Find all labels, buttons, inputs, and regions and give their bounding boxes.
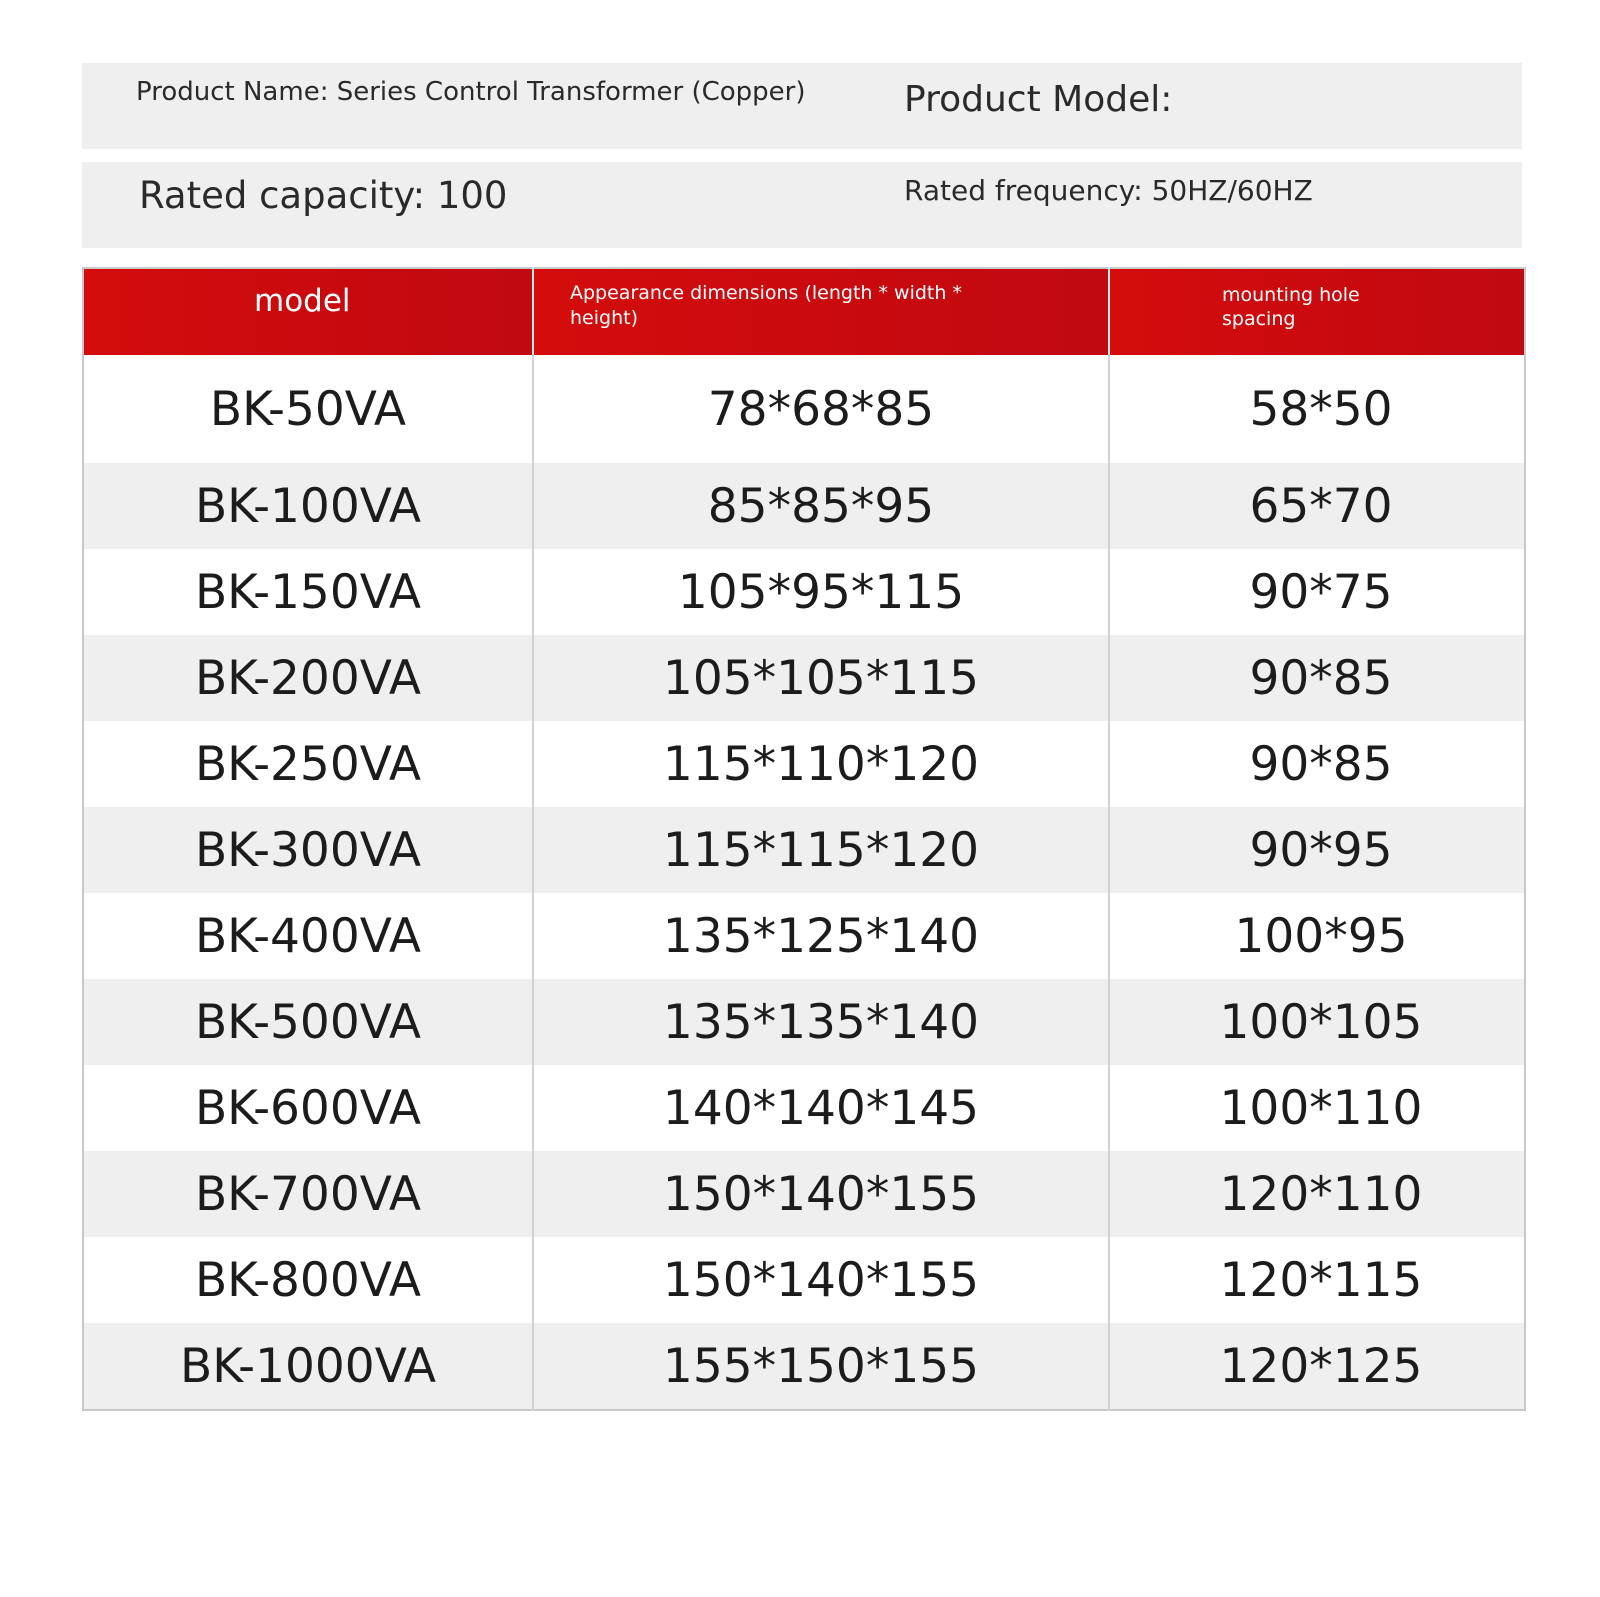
table-row (83, 1151, 1525, 1237)
table-row (83, 1323, 1525, 1410)
dimensions-cell: 105*95*115 (533, 549, 1109, 635)
hole-spacing-cell: 65*70 (1109, 463, 1525, 549)
hole-spacing-cell: 120*125 (1109, 1323, 1525, 1410)
dimensions-cell: 115*115*120 (533, 807, 1109, 893)
dimensions-cell: 78*68*85 (533, 355, 1109, 463)
table-row (83, 1237, 1525, 1323)
model-cell: BK-500VA (83, 979, 533, 1065)
hole-spacing-cell: 120*110 (1109, 1151, 1525, 1237)
header-hole-spacing-label: mounting hole spacing (1222, 284, 1360, 330)
header-dimensions-label: Appearance dimensions (length * width * height) (570, 282, 962, 329)
dimensions-cell: 140*140*145 (533, 1065, 1109, 1151)
table-row (83, 635, 1525, 721)
rated-frequency-label: Rated frequency: 50HZ/60HZ (904, 174, 1313, 207)
dimensions-cell: 150*140*155 (533, 1151, 1109, 1237)
hole-spacing-cell: 100*105 (1109, 979, 1525, 1065)
dimensions-cell: 155*150*155 (533, 1323, 1109, 1410)
model-cell: BK-200VA (83, 635, 533, 721)
hole-spacing-cell: 100*110 (1109, 1065, 1525, 1151)
hole-spacing-cell: 90*75 (1109, 549, 1525, 635)
spec-table (82, 267, 1526, 1411)
model-cell: BK-1000VA (83, 1323, 533, 1410)
hole-spacing-cell: 90*85 (1109, 721, 1525, 807)
product-model-label: Product Model: (904, 79, 1173, 120)
model-cell: BK-800VA (83, 1237, 533, 1323)
header-model-label: model (254, 283, 351, 319)
header-model (83, 268, 533, 355)
dimensions-cell: 135*125*140 (533, 893, 1109, 979)
model-cell: BK-600VA (83, 1065, 533, 1151)
model-cell: BK-300VA (83, 807, 533, 893)
table-row (83, 1065, 1525, 1151)
product-name-label: Product Name: Series Control Transformer (Copper) (136, 77, 806, 107)
table-header-row (83, 268, 1525, 355)
table-row (83, 721, 1525, 807)
dimensions-cell: 135*135*140 (533, 979, 1109, 1065)
table-row (83, 807, 1525, 893)
header-dimensions (533, 268, 1109, 355)
model-cell: BK-250VA (83, 721, 533, 807)
model-cell: BK-50VA (83, 355, 533, 463)
hole-spacing-cell: 58*50 (1109, 355, 1525, 463)
hole-spacing-cell: 90*95 (1109, 807, 1525, 893)
dimensions-cell: 115*110*120 (533, 721, 1109, 807)
table-row (83, 893, 1525, 979)
table-row (83, 979, 1525, 1065)
table-row (83, 355, 1525, 463)
hole-spacing-cell: 120*115 (1109, 1237, 1525, 1323)
model-cell: BK-100VA (83, 463, 533, 549)
product-info-bar (82, 63, 1522, 149)
table-row (83, 463, 1525, 549)
rating-info-bar (82, 162, 1522, 248)
dimensions-cell: 105*105*115 (533, 635, 1109, 721)
hole-spacing-cell: 100*95 (1109, 893, 1525, 979)
model-cell: BK-700VA (83, 1151, 533, 1237)
table-body (83, 355, 1525, 1410)
table-row (83, 549, 1525, 635)
model-cell: BK-150VA (83, 549, 533, 635)
hole-spacing-cell: 90*85 (1109, 635, 1525, 721)
dimensions-cell: 85*85*95 (533, 463, 1109, 549)
dimensions-cell: 150*140*155 (533, 1237, 1109, 1323)
model-cell: BK-400VA (83, 893, 533, 979)
rated-capacity-label: Rated capacity: 100 (139, 174, 508, 217)
header-hole-spacing (1109, 268, 1525, 355)
